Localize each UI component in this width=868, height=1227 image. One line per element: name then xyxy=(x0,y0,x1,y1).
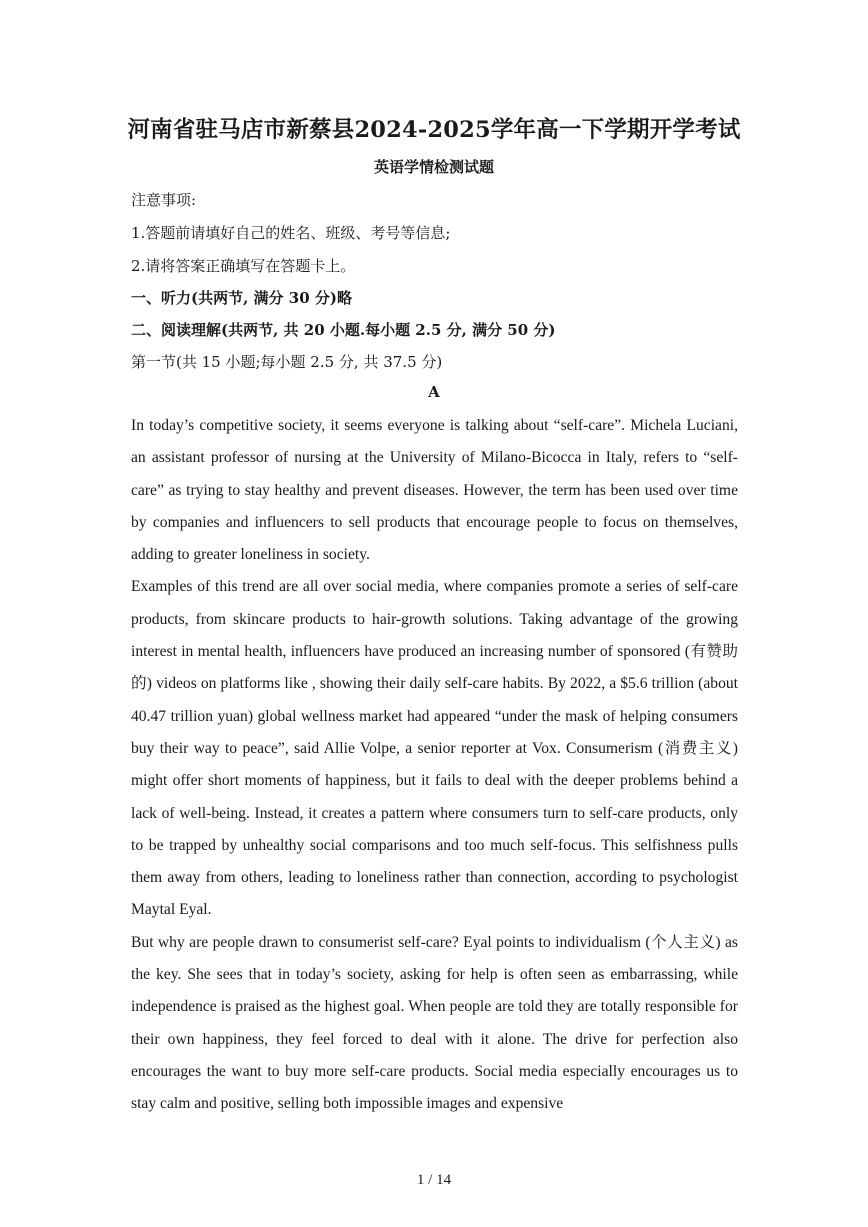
passage-paragraph: Examples of this trend are all over social media, where companies promote a series of self-care products, from skincare products to hair-growth solutions. Taking advantage of the growing interest in mental health, influencers have produced an increasing number of sponsored (有赞助的) videos on platforms like , showing their daily self-care habits. By 2022, a $5.6 trillion (about 40.47 trillion yuan) global wellness market had appeared “under the mask of helping consumers buy their way to peace”, said Allie Volpe, a senior reporter at Vox. Consumerism (消费主义) might offer short moments of happiness, but it fails to deal with the deeper problems behind a lack of well-being. Instead, it creates a pattern where consumers turn to self-care products, only to be trapped by unhealthy social comparisons and too much self-focus. This selfishness pulls them away from others, leading to loneliness rather than connection, according to psychologist Maytal Eyal. xyxy=(131,578,738,919)
document-subtitle: 英语学情检测试题 xyxy=(373,158,494,176)
instructions-heading: 注意事项: xyxy=(131,191,197,209)
instruction-item-1: 1.答题前请填好自己的姓名、班级、考号等信息; xyxy=(131,224,451,242)
page-number: 1 / 14 xyxy=(416,1172,452,1188)
section-reading-heading: 二、阅读理解(共两节, 共 20 小题.每小题 2.5 分, 满分 50 分) xyxy=(131,321,556,339)
passage-body xyxy=(131,410,738,1121)
passage-paragraph: But why are people drawn to consumerist self-care? Eyal points to individualism (个人主义) as the key. She sees that in today’s society, asking for help is often seen as embarrassing, while independence is praised as the highest goal. When people are told they are totally responsible for their own happiness, they feel forced to deal with it alone. The drive for perfection also encourages the want to buy more self-care products. Social media especially encourages us to stay calm and positive, selling both impossible images and expensive xyxy=(131,933,738,1113)
part-one-heading: 第一节(共 15 小题;每小题 2.5 分, 共 37.5 分) xyxy=(131,353,443,371)
passage-paragraph: In today’s competitive society, it seems everyone is talking about “self-care”. Michela Luciani, an assistant professor of nursing at the University of Milano-Bicocca in Italy, refers to “self-care” as trying to stay healthy and prevent diseases. However, the term has been used over time by companies and influencers to sell products that encourage people to focus on themselves, adding to greater loneliness in society. xyxy=(131,417,738,564)
section-listening-heading: 一、听力(共两节, 满分 30 分)略 xyxy=(131,289,352,307)
instruction-item-2: 2.请将答案正确填写在答题卡上。 xyxy=(131,257,356,275)
document-title: 河南省驻马店市新蔡县2024-2025学年高一下学期开学考试 xyxy=(127,117,741,143)
passage-label: A xyxy=(428,383,440,401)
